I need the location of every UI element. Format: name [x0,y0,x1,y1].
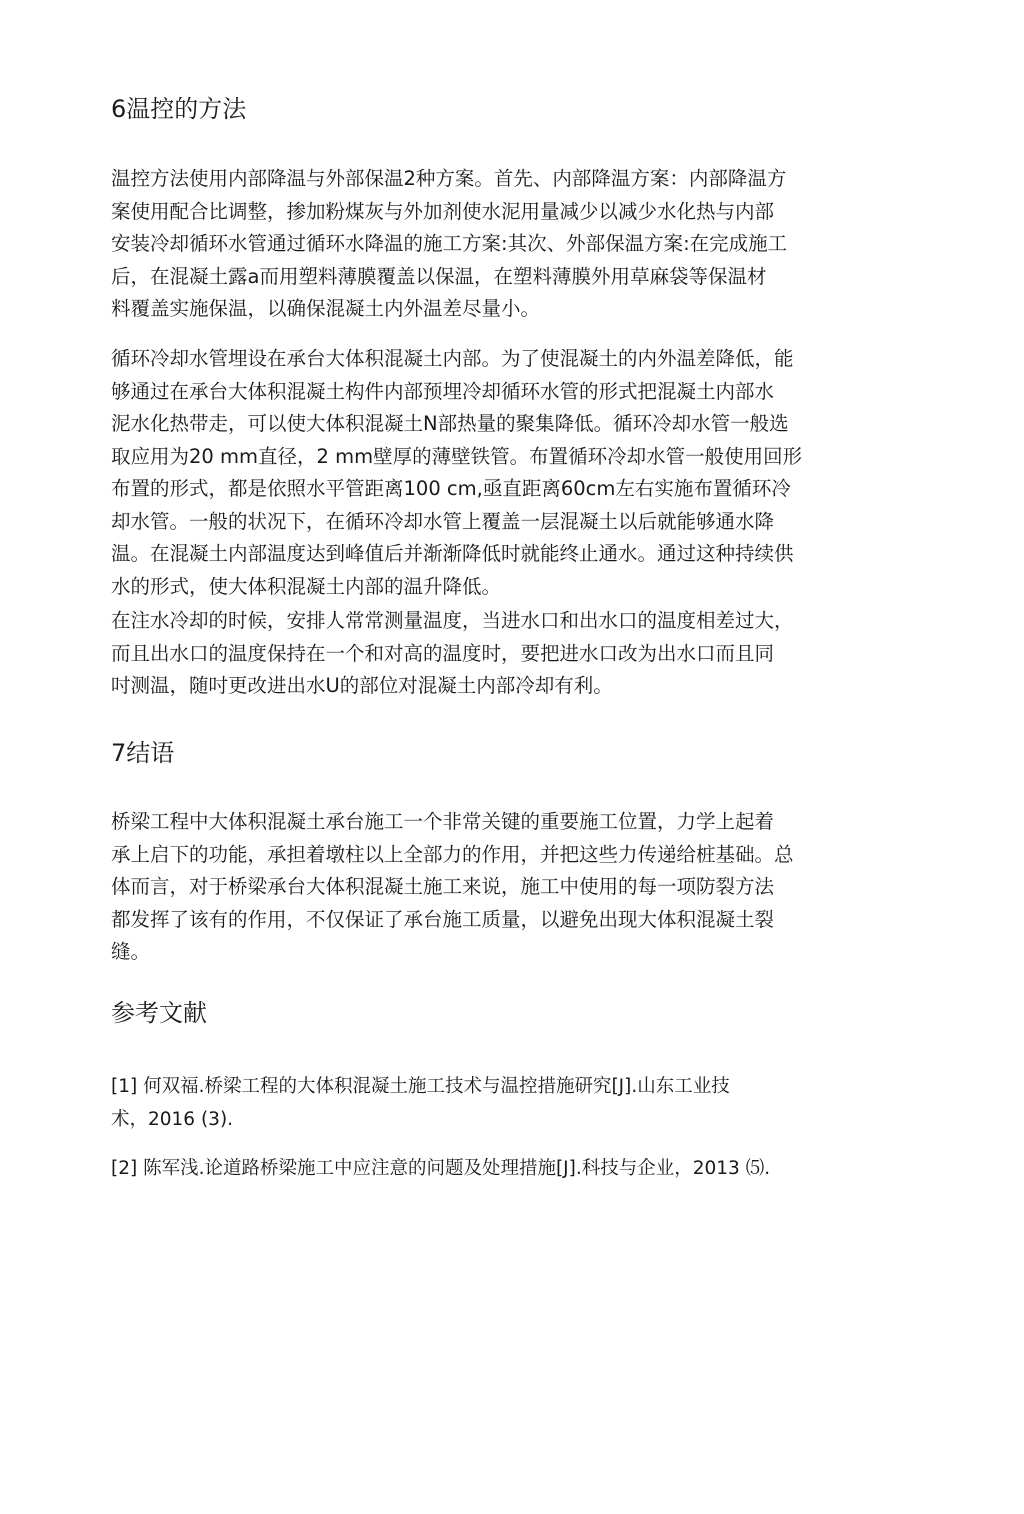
section-6-paragraph-3 [111,605,901,703]
section-6-heading: 6温控的方法 [111,95,247,123]
text-line: 缝。 [111,940,151,963]
text-line: 案使用配合比调整，掺加粉煤灰与外加剂使水泥用量减少以减少水化热与内部 [111,199,775,223]
text-line: 都发挥了该有的作用，不仅保证了承台施工质量，以避免出现大体积混凝土裂 [111,907,775,931]
text-line: [1] 何双福.桥梁工程的大体积混凝土施工技术与温控措施研究[J].山东工业技 [111,1076,730,1097]
text-line: 承上启下的功能，承担着墩柱以上全部力的作用，并把这些力传递给桩基础。总 [111,842,794,866]
text-line: 后，在混凝土露a而用塑料薄膜覆盖以保温，在塑料薄膜外用草麻袋等保温材 [111,264,767,288]
text-line: 而且出水口的温度保持在一个和对高的温度时，要把进水口改为出水口而且同 [111,641,775,665]
text-line: 温。在混凝土内部温度达到峰值后并渐渐降低时就能终止通水。通过这种持续供 [111,542,794,565]
text-line: 泥水化热带走，可以使大体积混凝土N部热量的聚集降低。循环冷却水管一般选 [111,412,789,435]
section-7-heading: 7结语 [111,739,175,767]
text-line: 吋测温，随吋更改进出水U的部位对混凝土内部冷却有利。 [111,674,613,697]
reference-item-1 [111,1071,901,1136]
text-line: 水的形式，使大体积混凝土内部的温升降低。 [111,574,502,598]
reference-item-2 [111,1153,901,1186]
text-line: 够通过在承台大体积混凝土构件内部预埋冷却循环水管的形式把混凝土内部水 [111,379,775,403]
text-line: 在注水冷却的时候，安排人常常测量温度，当进水口和出水口的温度相差过大， [111,609,794,632]
text-line: 桥梁工程中大体积混凝土承台施工一个非常关键的重要施工位置，力学上起着 [111,810,775,833]
text-line: 料覆盖实施保温，以确保混凝土内外温差尽量小。 [111,297,541,320]
text-line: 体而言，对于桥梁承台大体积混凝土施工来说，施工中使用的每一项防裂方法 [111,875,775,898]
section-6-paragraph-2 [111,343,901,603]
text-line: 却水管。一般的状况下，在循环冷却水管上覆盖一层混凝土以后就能够通水降 [111,509,775,533]
text-line: 安装冷却循环水管通过循环水降温的施工方案:其次、外部保温方案:在完成施工 [111,232,788,255]
text-line: 布置的形式，都是依照水平管距离100 cm,亟直距离60cm左右实施布置循环冷 [111,477,791,500]
section-7-paragraph-1 [111,806,901,969]
section-6-paragraph-1 [111,163,901,326]
references-heading: 参考文献 [111,999,207,1027]
text-line: 温控方法使用内部降温与外部保温2种方案。首先、内部降温方案：内部降温方 [111,167,787,190]
text-line: 术，2016 (3). [111,1108,234,1130]
text-line: [2] 陈军浅.论道路桥梁施工中应注意的问题及处理措施[J].科技与企业，2013 ⑸. [111,1158,771,1179]
text-line: 取应用为20 mm直径，2 mm壁厚的薄壁铁管。布置循环冷却水管一般使用回形 [111,444,803,468]
text-line: 循环冷却水管埋设在承台大体积混凝土内部。为了使混凝土的内外温差降低，能 [111,347,794,370]
